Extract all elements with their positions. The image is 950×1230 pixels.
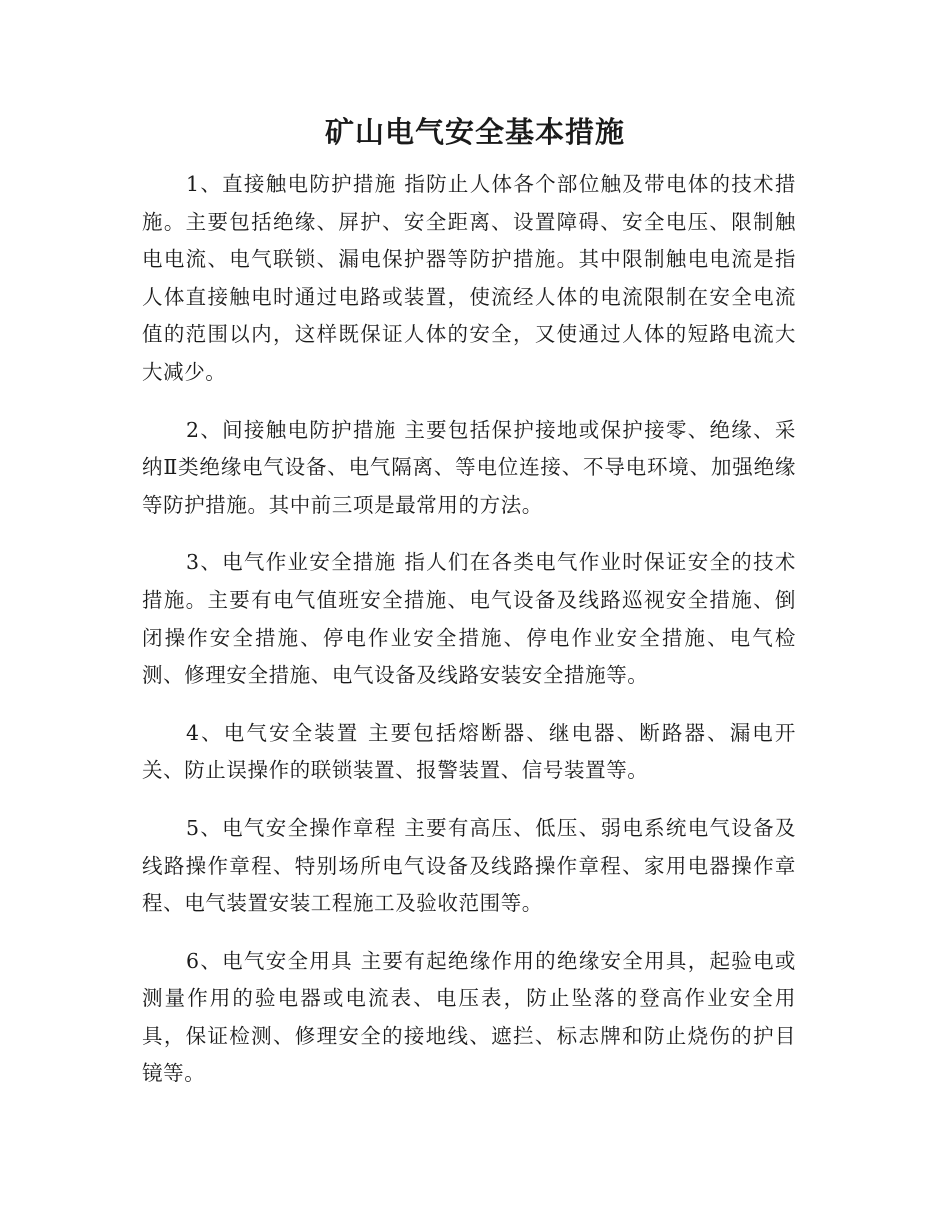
paragraph-indirect-contact-protection: 2、间接触电防护措施 主要包括保护接地或保护接零、绝缘、采纳Ⅱ类绝缘电气设备、电气隔离、等电位连接、不导电环境、加强绝缘等防护措施。其中前三项是最常用的方法。 bbox=[142, 417, 796, 517]
paragraph-electrical-safety-devices: 4、电气安全装置 主要包括熔断器、继电器、断路器、漏电开关、防止误操作的联锁装置、报警装置、信号装置等。 bbox=[142, 720, 796, 783]
paragraph-direct-contact-protection: 1、直接触电防护措施 指防止人体各个部位触及带电体的技术措施。主要包括绝缘、屏护、安全距离、设置障碍、安全电压、限制触电电流、电气联锁、漏电保护器等防护措施。其中限制触电电流是指人体直接触电时通过电路或装置，使流经人体的电流限制在安全电流值的范围以内，这样既保证人体的安全，又使通过人体的短路电流大大减少。 bbox=[142, 172, 796, 384]
document-body bbox=[142, 166, 796, 1113]
paragraph-operating-procedures: 5、电气安全操作章程 主要有高压、低压、弱电系统电气设备及线路操作章程、特别场所电气设备及线路操作章程、家用电器操作章程、电气装置安装工程施工及验收范围等。 bbox=[142, 815, 796, 916]
paragraph-electrical-work-safety: 3、电气作业安全措施 指人们在各类电气作业时保证安全的技术措施。主要有电气值班安全措施、电气设备及线路巡视安全措施、倒闭操作安全措施、停电作业安全措施、停电作业安全措施、电气检测、修理安全措施、电气设备及线路安装安全措施等。 bbox=[142, 550, 796, 688]
paragraph-safety-tools: 6、电气安全用具 主要有起绝缘作用的绝缘安全用具，起验电或测量作用的验电器或电流表、电压表，防止坠落的登高作业安全用具，保证检测、修理安全的接地线、遮拦、标志牌和防止烧伤的护目镜等。 bbox=[142, 948, 796, 1086]
document-title: 矿山电气安全基本措施 bbox=[324, 115, 625, 149]
